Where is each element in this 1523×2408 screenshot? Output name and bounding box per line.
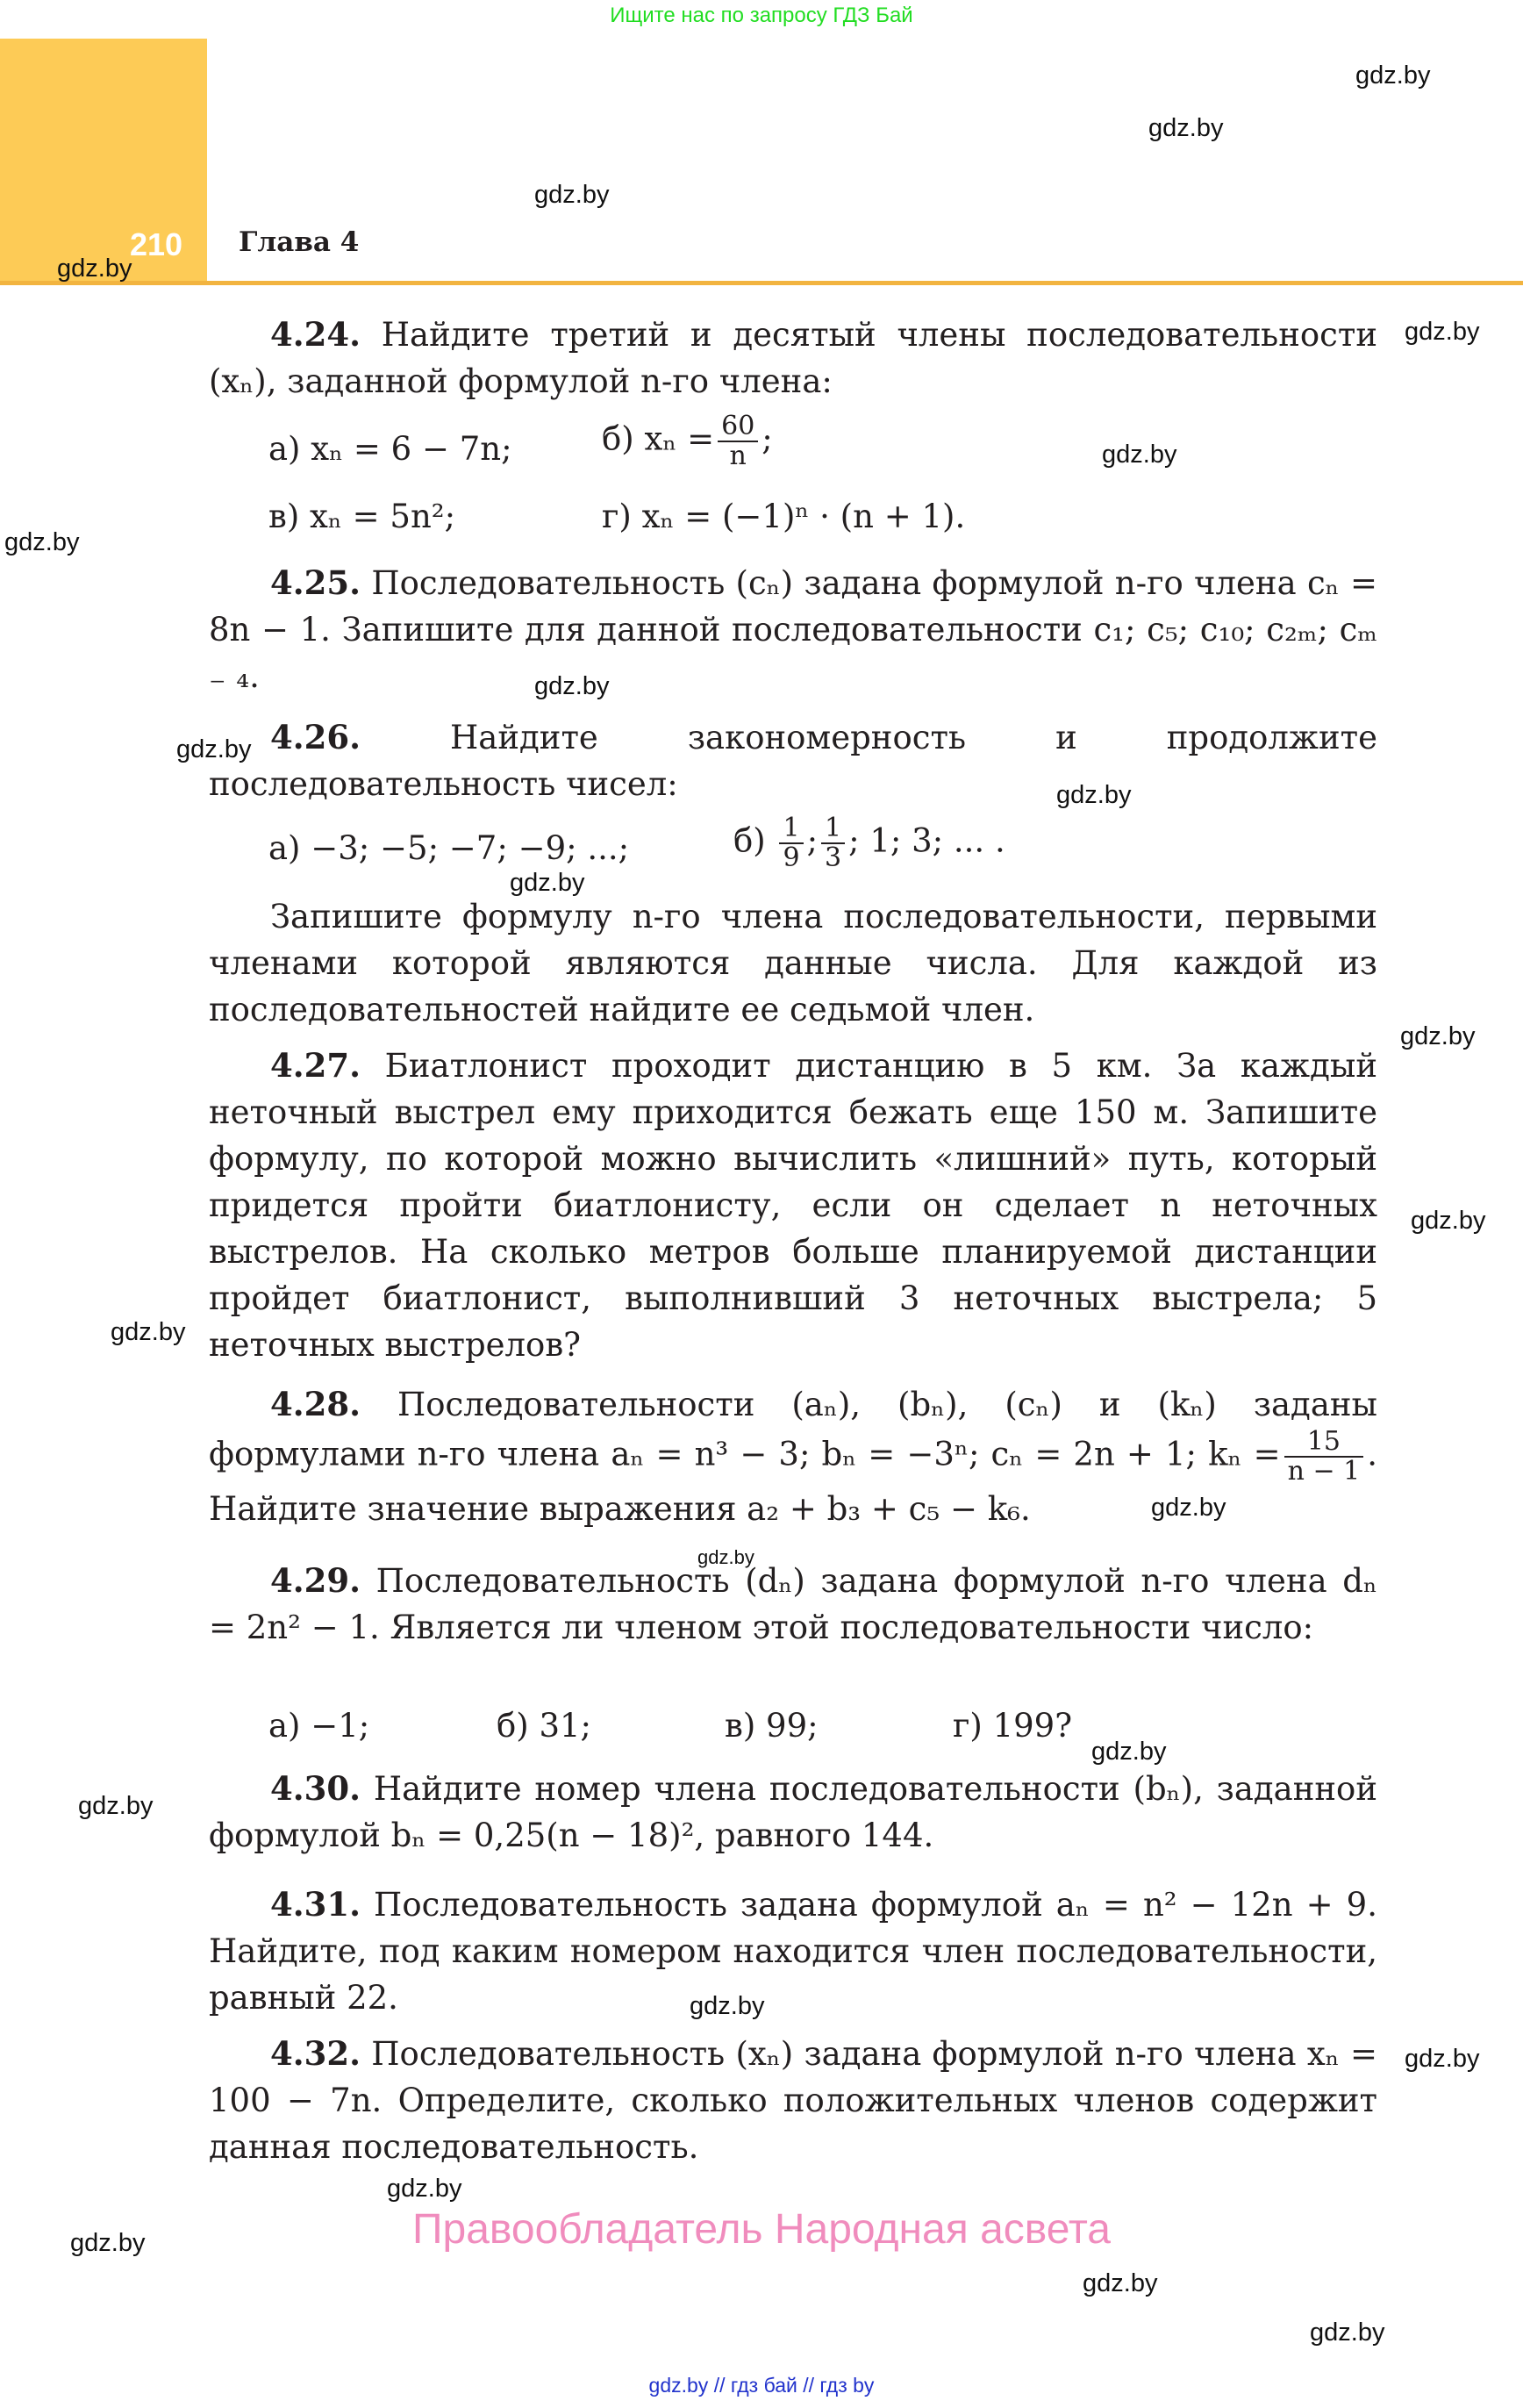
problem-text: Найдите третий и десятый члены последовательности (xₙ), заданной формулой n-го члена: xyxy=(209,316,1377,400)
problem-text: Последовательности (aₙ), (bₙ), (cₙ) и (kₙ) заданы формулами n-го члена aₙ = n³ − 3; bₙ = −3ⁿ; cₙ = 2n + 1; kₙ = xyxy=(209,1386,1378,1473)
option-c: в) 99; xyxy=(725,1707,819,1745)
fraction xyxy=(718,412,758,470)
watermark: gdz.by xyxy=(57,254,132,283)
problem-4-31 xyxy=(209,1881,1377,2021)
numerator: 60 xyxy=(718,412,758,442)
problem-number: 4.24. xyxy=(270,315,361,354)
problem-number: 4.27. xyxy=(270,1046,361,1085)
problem-number: 4.32. xyxy=(270,2034,361,2073)
watermark: gdz.by xyxy=(534,181,610,209)
problem-4-24 xyxy=(209,312,1377,405)
option-a: а) xₙ = 6 − 7n; xyxy=(268,430,512,468)
watermark: gdz.by xyxy=(1151,1494,1226,1522)
option-b: б) 31; xyxy=(497,1707,592,1745)
denominator: 3 xyxy=(825,842,842,873)
problem-number: 4.29. xyxy=(270,1561,361,1600)
option-label: б) xₙ = xyxy=(602,419,715,458)
header-divider xyxy=(0,281,1523,285)
fraction xyxy=(821,814,845,872)
watermark: gdz.by xyxy=(697,1546,754,1568)
problem-4-30 xyxy=(209,1766,1377,1859)
watermark: gdz.by xyxy=(1405,2045,1480,2073)
problem-text: Последовательность (dₙ) задана формулой n-го члена dₙ = 2n² − 1. Является ли членом этой последовательности число: xyxy=(209,1562,1377,1646)
denominator: 9 xyxy=(783,842,800,873)
watermark: gdz.by xyxy=(1310,2318,1385,2347)
fraction xyxy=(1284,1428,1364,1486)
denominator: n xyxy=(729,441,747,471)
problem-4-26 xyxy=(209,714,1377,807)
numerator: 1 xyxy=(821,814,845,844)
footer-links[interactable]: gdz.by // гдз бай // гдз by xyxy=(648,2374,875,2397)
problem-text: Последовательность (xₙ) задана формулой n-го члена xₙ = 100 − 7n. Определите, сколько положительных членов содержит данная последовательность. xyxy=(209,2035,1377,2166)
watermark: gdz.by xyxy=(690,1992,765,2020)
problem-4-27 xyxy=(209,1043,1377,1368)
problem-text: Биатлонист проходит дистанцию в 5 км. За каждый неточный выстрел ему приходится бежать еще 150 м. Запишите формулу, по которой можно вычислить «лишний» путь, который придется пройти биатлонисту, если он сделает n неточных выстрелов. На сколько метров больше планируемой дистанции пройдет биатлонист, выполнивший 3 неточных выстрела; 5 неточных выстрелов? xyxy=(209,1047,1377,1364)
copyright-notice: Правообладатель Народная асвета xyxy=(412,2206,1111,2253)
watermark: gdz.by xyxy=(111,1318,186,1346)
option-d: г) 199? xyxy=(953,1707,1073,1745)
watermark: gdz.by xyxy=(387,2175,462,2203)
problem-text: Последовательность (cₙ) задана формулой n-го члена cₙ = 8n − 1. Запишите для данной последовательности c₁; c₅; c₁₀; c₂ₘ; cₘ ₋ ₄. xyxy=(209,564,1377,695)
watermark: gdz.by xyxy=(1102,441,1177,469)
option-c: в) xₙ = 5n²; xyxy=(268,498,456,535)
numerator: 15 xyxy=(1284,1428,1364,1458)
watermark: gdz.by xyxy=(70,2229,146,2257)
option-label: б) xyxy=(733,821,766,860)
chapter-title: Глава 4 xyxy=(239,226,360,258)
problem-text: Последовательность задана формулой aₙ = n² − 12n + 9. Найдите, под каким номером находится член последовательности, равный 22. xyxy=(209,1886,1377,2017)
watermark: gdz.by xyxy=(4,528,80,556)
option-b: б) $\frac{1}{9}$ ; $\frac{1}{3}$ ; 1; 3; ... . xyxy=(733,813,1005,873)
option-a: а) −1; xyxy=(268,1707,370,1745)
problem-4-29 xyxy=(209,1558,1377,1651)
watermark: gdz.by xyxy=(534,672,610,700)
watermark: gdz.by xyxy=(1355,61,1431,90)
watermark: gdz.by xyxy=(510,869,585,897)
watermark: gdz.by xyxy=(1411,1207,1486,1235)
problem-text-cont: . Найдите значение выражения a₂ + b₃ + c₅ − k₆. xyxy=(209,1435,1377,1528)
watermark: gdz.by xyxy=(78,1792,154,1820)
problem-number: 4.30. xyxy=(270,1769,361,1808)
problem-number: 4.25. xyxy=(270,563,361,602)
watermark: gdz.by xyxy=(1091,1738,1167,1766)
problem-4-32 xyxy=(209,2031,1377,2170)
punct: ; xyxy=(762,419,773,458)
option-d: г) xₙ = (−1)ⁿ · (n + 1). xyxy=(602,498,966,535)
problem-number: 4.28. xyxy=(270,1385,361,1423)
numerator: 1 xyxy=(779,814,803,844)
watermark: gdz.by xyxy=(1148,114,1224,142)
watermark: gdz.by xyxy=(1405,318,1480,346)
problem-number: 4.31. xyxy=(270,1885,361,1924)
problem-4-26-task: Запишите формулу n-го члена последовательности, первыми членами которой являются данные числа. Для каждой из последовательностей найдите ее седьмой член. xyxy=(209,898,1377,1028)
problem-text: Найдите номер члена последовательности (bₙ), заданной формулой bₙ = 0,25(n − 18)², равного 144. xyxy=(209,1770,1377,1854)
sequence-tail: ; 1; 3; ... . xyxy=(848,821,1005,860)
problem-text: Найдите закономерность и продолжите последовательность чисел: xyxy=(209,719,1378,803)
fraction xyxy=(779,814,803,872)
problem-4-25 xyxy=(209,560,1377,699)
page-number: 210 xyxy=(130,226,183,262)
watermark: gdz.by xyxy=(176,735,252,763)
watermark: gdz.by xyxy=(1083,2269,1158,2297)
denominator: n − 1 xyxy=(1287,1456,1361,1487)
search-hint-banner: Ищите нас по запросу ГДЗ Бай xyxy=(610,4,913,27)
option-a: а) −3; −5; −7; −9; ...; xyxy=(268,829,630,867)
watermark: gdz.by xyxy=(1400,1022,1476,1050)
watermark: gdz.by xyxy=(1056,781,1132,809)
problem-number: 4.26. xyxy=(270,718,361,756)
option-b xyxy=(602,412,773,470)
